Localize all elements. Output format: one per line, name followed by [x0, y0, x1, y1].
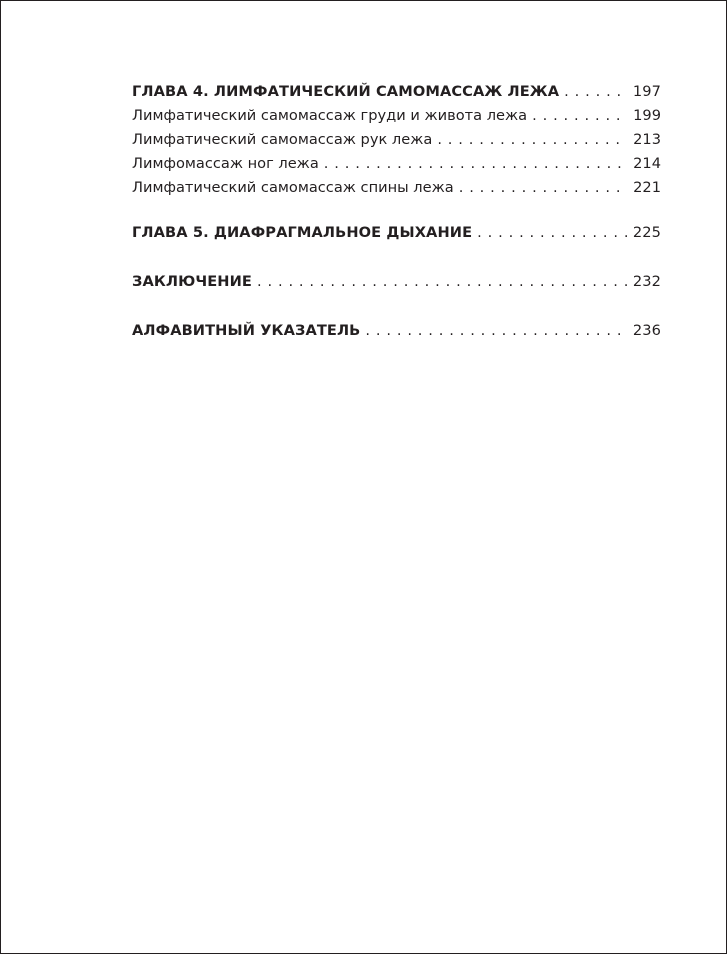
toc-entry-section[interactable]: [132, 104, 661, 128]
dot-leader: [564, 80, 627, 104]
toc-entry-title: Лимфатический самомассаж рук лежа: [132, 131, 433, 148]
dot-leader: [324, 152, 627, 176]
dot-leader: [437, 128, 627, 152]
toc-entry-page: 232: [632, 273, 661, 290]
toc-entry-page: 214: [633, 155, 661, 172]
toc-entry-chapter-5[interactable]: [132, 221, 661, 245]
table-of-contents: [132, 80, 661, 343]
toc-entry-page: 213: [633, 131, 661, 148]
toc-entry-title: ЗАКЛЮЧЕНИЕ: [132, 273, 253, 290]
toc-entry-page: 225: [632, 224, 661, 241]
toc-entry-page: 221: [633, 179, 661, 196]
toc-entry-section[interactable]: [132, 176, 661, 200]
toc-entry-title: ГЛАВА 4. ЛИМФАТИЧЕСКИЙ САМОМАССАЖ ЛЕЖА: [132, 83, 560, 100]
toc-entry-title: АЛФАВИТНЫЙ УКАЗАТЕЛЬ: [132, 322, 361, 339]
spacer: [132, 200, 661, 221]
toc-entry-title: Лимфатический самомассаж груди и живота лежа: [132, 107, 528, 124]
dot-leader: [365, 319, 626, 343]
toc-entry-section[interactable]: [132, 128, 661, 152]
toc-entry-title: Лимфомассаж ног лежа: [132, 155, 319, 172]
spacer: [132, 245, 661, 270]
toc-entry-page: 199: [633, 107, 661, 124]
spacer: [132, 294, 661, 319]
dot-leader: [532, 104, 627, 128]
toc-entry-title: ГЛАВА 5. ДИАФРАГМАЛЬНОЕ ДЫХАНИЕ: [132, 224, 473, 241]
toc-entry-section[interactable]: [132, 152, 661, 176]
toc-entry-conclusion[interactable]: [132, 270, 661, 294]
dot-leader: [459, 176, 627, 200]
toc-entry-page: 197: [632, 83, 661, 100]
toc-entry-title: Лимфатический самомассаж спины лежа: [132, 179, 454, 196]
toc-entry-page: 236: [632, 322, 661, 339]
dot-leader: [477, 221, 627, 245]
dot-leader: [257, 270, 627, 294]
toc-entry-chapter-4[interactable]: [132, 80, 661, 104]
toc-entry-index[interactable]: [132, 319, 661, 343]
